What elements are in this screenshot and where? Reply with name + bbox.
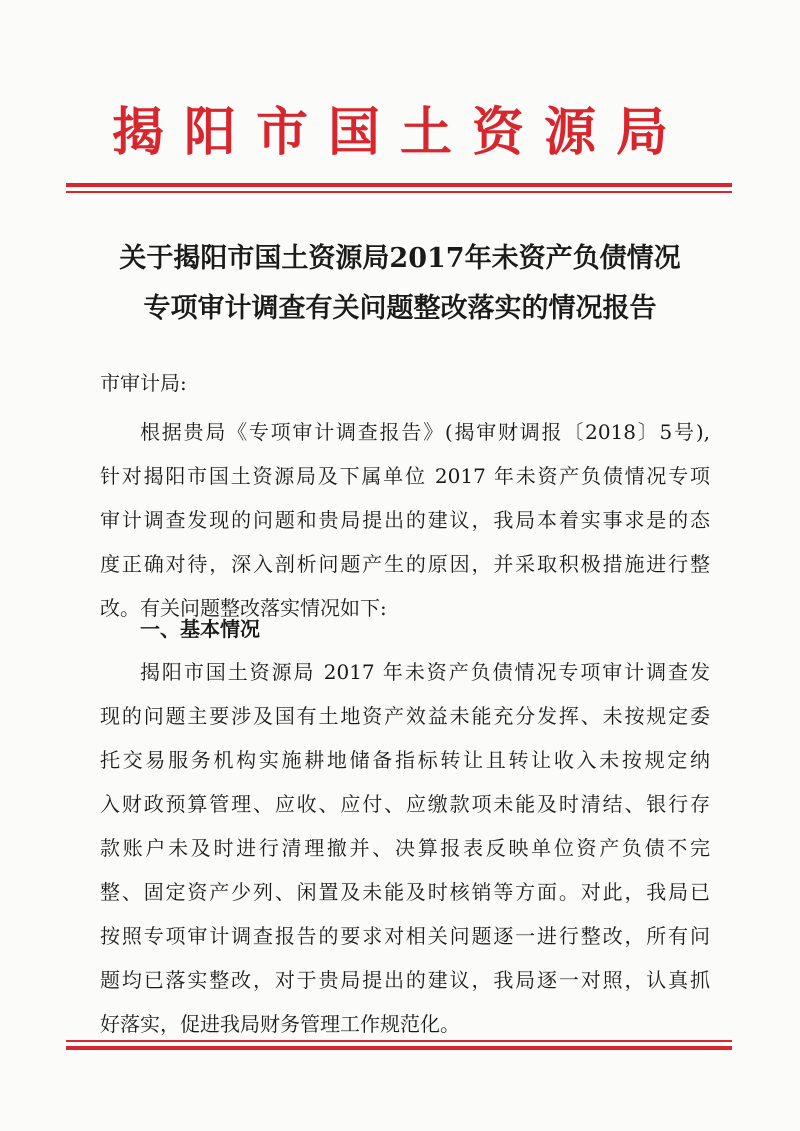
section1-line: 托交易服务机构实施耕地储备指标转让且转让收入未按规定纳 <box>100 748 710 772</box>
section1-line: 按照专项审计调查报告的要求对相关问题逐一进行整改，所有问 <box>100 924 710 948</box>
footer-rule-thick <box>66 1046 732 1050</box>
document-title <box>70 234 730 334</box>
section1-line: 现的问题主要涉及国有土地资产效益未能充分发挥、未按规定委 <box>100 704 710 728</box>
intro-paragraph <box>100 410 710 630</box>
section1-line: 入财政预算管理、应收、应付、应缴款项未能及时清结、银行存 <box>100 792 710 816</box>
header-rule-thick <box>66 183 732 187</box>
section1-line: 揭阳市国土资源局 2017 年未资产负债情况专项审计调查发 <box>140 660 710 684</box>
intro-line: 根据贵局《专项审计调查报告》(揭审财调报〔2018〕5号), <box>140 420 710 444</box>
section-heading: 一、基本情况 <box>140 617 260 641</box>
intro-line: 度正确对待，深入剖析问题产生的原因，并采取积极措施进行整 <box>100 552 710 576</box>
section1-paragraph <box>100 650 710 1046</box>
footer-rule-thin <box>66 1040 732 1042</box>
title-line-2: 专项审计调查有关问题整改落实的情况报告 <box>143 293 657 324</box>
section1-line: 款账户未及时进行清理撤并、决算报表反映单位资产负债不完 <box>100 836 710 860</box>
section1-line: 题均已落实整改，对于贵局提出的建议，我局逐一对照，认真抓 <box>100 968 710 992</box>
salutation: 市审计局: <box>100 371 187 395</box>
intro-line: 改。有关问题整改落实情况如下: <box>100 596 387 620</box>
organization-header: 揭阳市国土资源局 <box>111 102 688 163</box>
intro-line: 审计调查发现的问题和贵局提出的建议，我局本着实事求是的态 <box>100 508 710 532</box>
intro-line: 针对揭阳市国土资源局及下属单位 2017 年未资产负债情况专项 <box>100 464 710 488</box>
section1-line: 好落实，促进我局财务管理工作规范化。 <box>100 1012 460 1036</box>
section1-line: 整、固定资产少列、闲置及未能及时核销等方面。对此，我局已 <box>100 880 710 904</box>
title-line-1: 关于揭阳市国土资源局2017年未资产负债情况 <box>119 243 681 274</box>
header-rule-thin <box>66 191 732 193</box>
